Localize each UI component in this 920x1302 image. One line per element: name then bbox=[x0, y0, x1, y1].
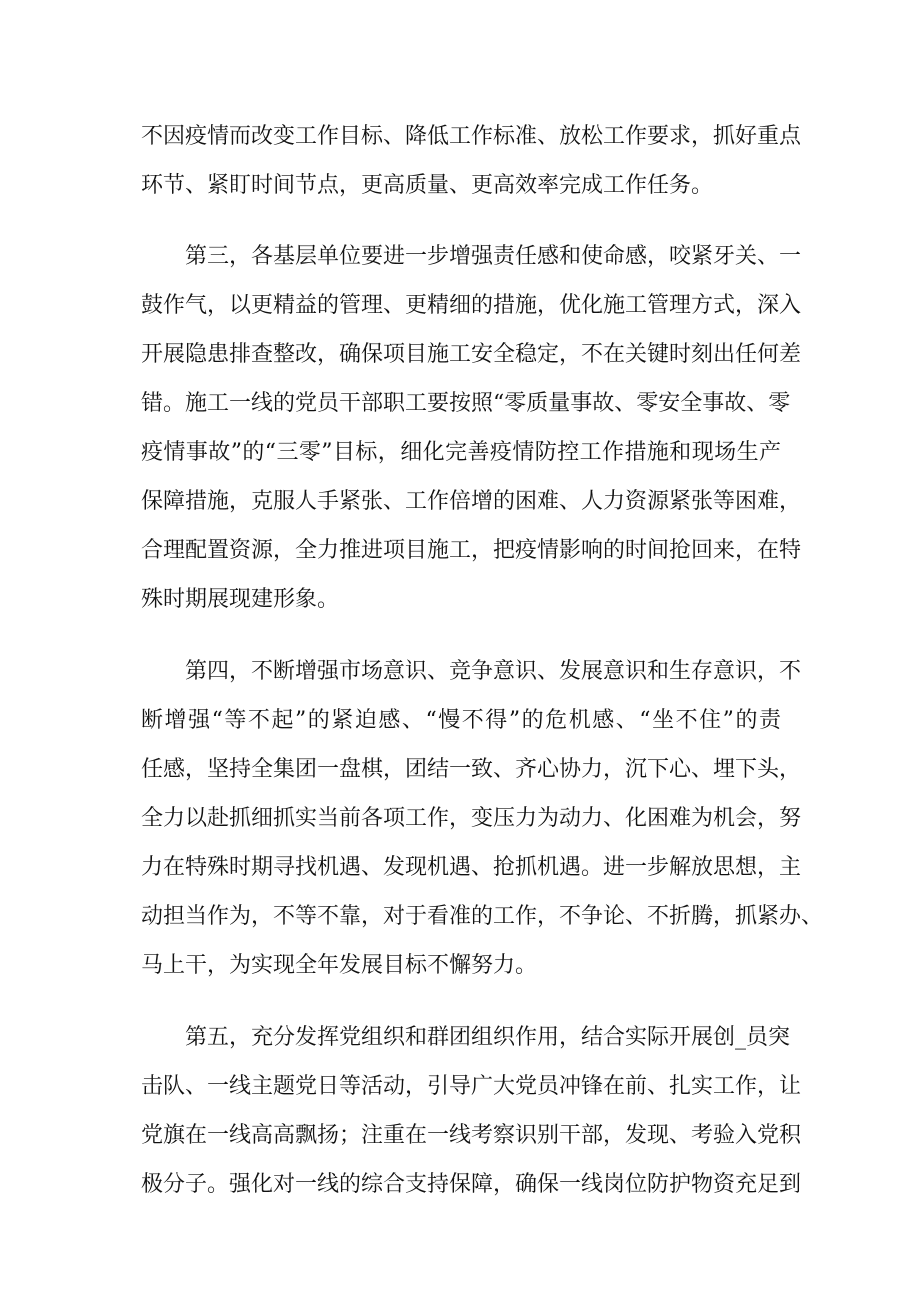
paragraph-4-line-4: 极分子。强化对一线的综合支持保障，确保一线岗位防护物资充足到 bbox=[141, 1172, 802, 1197]
paragraph-2-line-7: 合理配置资源，全力推进项目施工，把疫情影响的时间抢回来，在特 bbox=[141, 538, 802, 563]
paragraph-2-line-5: 疫情事故”的“三零”目标，细化完善疫情防控工作措施和现场生产 bbox=[141, 440, 781, 465]
paragraph-2-line-1: 第三，各基层单位要进一步增强责任感和使命感，咬紧牙关、一 bbox=[185, 244, 802, 269]
paragraph-1-line-2: 环节、紧盯时间节点，更高质量、更高效率完成工作任务。 bbox=[141, 173, 714, 198]
paragraph-3-line-2: 断增强“等不起”的紧迫感、“慢不得”的危机感、“坐不住”的责 bbox=[141, 708, 781, 733]
paragraph-3-line-1: 第四，不断增强市场意识、竞争意识、发展意识和生存意识，不 bbox=[185, 659, 802, 684]
paragraph-2-line-4: 错。施工一线的党员干部职工要按照“零质量事故、零安全事故、零 bbox=[141, 391, 791, 416]
paragraph-2-line-8: 殊时期展现建形象。 bbox=[141, 587, 340, 612]
paragraph-4-line-1: 第五，充分发挥党组织和群团组织作用，结合实际开展创_员突 bbox=[185, 1025, 791, 1050]
paragraph-3-line-7: 马上干，为实现全年发展目标不懈努力。 bbox=[141, 953, 538, 978]
paragraph-2-line-6: 保障措施，克服人手紧张、工作倍增的困难、人力资源紧张等困难， bbox=[141, 489, 802, 514]
paragraph-2-line-2: 鼓作气，以更精益的管理、更精细的措施，优化施工管理方式，深入 bbox=[141, 293, 802, 318]
paragraph-4-line-3: 党旗在一线高高飘扬；注重在一线考察识别干部，发现、考验入党积 bbox=[141, 1123, 802, 1148]
paragraph-3-line-5: 力在特殊时期寻找机遇、发现机遇、抢抓机遇。进一步解放思想，主 bbox=[141, 855, 802, 880]
paragraph-3-line-4: 全力以赴抓细抓实当前各项工作，变压力为动力、化困难为机会，努 bbox=[141, 806, 802, 831]
paragraph-1-line-1: 不因疫情而改变工作目标、降低工作标准、放松工作要求，抓好重点 bbox=[141, 124, 802, 149]
paragraph-3-line-6: 动担当作为，不等不靠，对于看准的工作，不争论、不折腾，抓紧办、 bbox=[141, 904, 824, 929]
paragraph-3-line-3: 任感，坚持全集团一盘棋，团结一致、齐心协力，沉下心、埋下头， bbox=[141, 757, 802, 782]
paragraph-4-line-2: 击队、一线主题党日等活动，引导广大党员冲锋在前、扎实工作，让 bbox=[141, 1074, 802, 1099]
paragraph-2-line-3: 开展隐患排查整改，确保项目施工安全稳定，不在关键时刻出任何差 bbox=[141, 342, 802, 367]
